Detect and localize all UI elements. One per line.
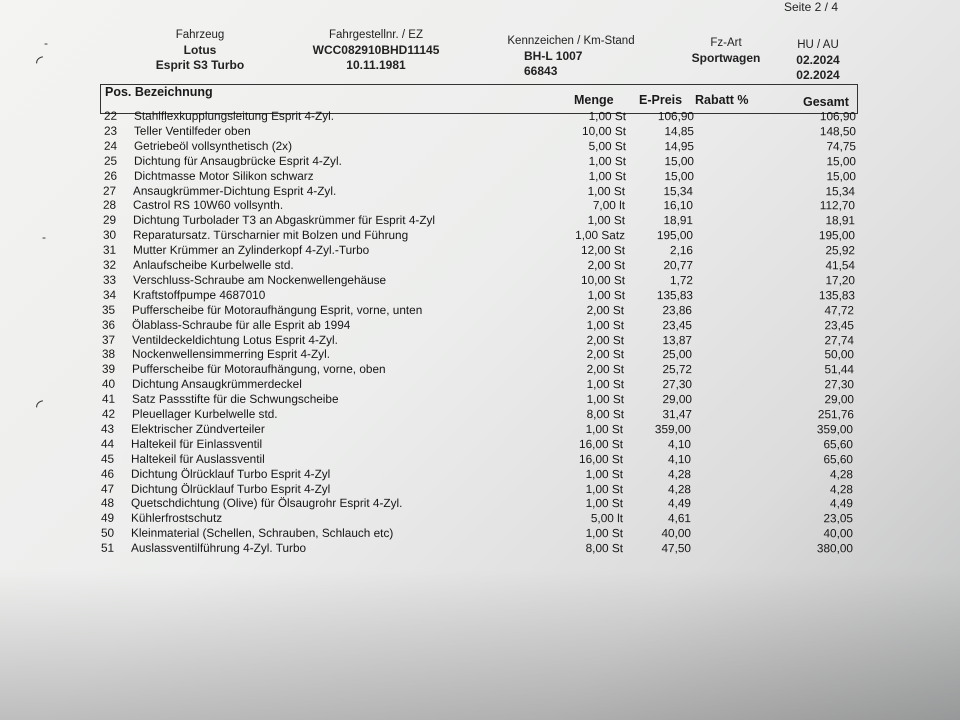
row-quantity: 1,00 St [585, 481, 624, 496]
row-quantity: 7,00 lt [593, 198, 626, 213]
row-total: 29,00 [824, 392, 854, 407]
row-position: 50 [100, 525, 114, 540]
row-total: 15,00 [825, 168, 856, 183]
vin-value: WCC082910BHD11145 [312, 43, 440, 57]
row-total: 106,90 [819, 109, 857, 124]
row-unit-price: 15,00 [663, 168, 694, 183]
row-quantity: 2,00 St [586, 347, 625, 362]
row-total: 4,28 [830, 481, 854, 496]
page-shadow [0, 570, 960, 720]
row-position: 51 [100, 540, 114, 555]
row-unit-price: 359,00 [655, 421, 692, 437]
row-description: Kleinmaterial (Schellen, Schrauben, Schlauch etc) [130, 525, 393, 541]
row-quantity: 1,00 St [587, 183, 626, 198]
row-quantity: 1,00 St [586, 421, 624, 436]
row-description: Pufferscheibe für Motoraufhängung Esprit, vorne, unten [132, 302, 423, 317]
row-total: 18,91 [825, 213, 856, 228]
row-unit-price: 31,47 [662, 407, 692, 422]
row-quantity: 1,00 St [587, 287, 625, 302]
row-description: Ventildeckeldichtung Lotus Esprit 4-Zyl. [132, 332, 339, 347]
row-quantity: 1,00 St [587, 213, 626, 228]
type-block [676, 36, 776, 66]
row-quantity: 1,00 St [586, 392, 624, 407]
row-quantity: 2,00 St [587, 302, 625, 317]
row-total: 15,34 [825, 183, 856, 198]
row-position: 32 [102, 257, 116, 272]
plate-label: Kennzeichen / Km-Stand [507, 35, 635, 47]
row-description: Ölablass-Schraube für alle Esprit ab 1994 [132, 317, 351, 332]
vehicle-make: Lotus [183, 43, 217, 57]
row-unit-price: 23,45 [662, 317, 693, 332]
row-unit-price: 4,28 [668, 466, 692, 481]
row-description: Reparatursatz. Türscharnier mit Bolzen und Führung [133, 227, 409, 243]
row-total: 51,44 [824, 362, 854, 377]
row-unit-price: 4,28 [668, 481, 692, 496]
table-row [104, 153, 864, 168]
row-unit-price: 4,10 [668, 436, 692, 451]
row-unit-price: 23,86 [662, 302, 693, 317]
row-quantity: 2,00 St [586, 332, 625, 347]
header-total: Gesamt [803, 95, 849, 109]
table-row [102, 392, 862, 407]
table-row [101, 437, 861, 452]
table-row [101, 466, 861, 481]
row-position: 23 [103, 123, 118, 138]
row-position: 43 [101, 421, 115, 436]
row-total: 25,92 [825, 243, 855, 258]
row-description: Auslassventilführung 4-Zyl. Turbo [130, 540, 306, 555]
row-quantity: 2,00 St [587, 258, 625, 273]
row-quantity: 1,00 St [588, 109, 627, 124]
row-unit-price: 1,72 [669, 272, 693, 288]
row-total: 148,50 [819, 124, 856, 139]
inspection-block [780, 38, 856, 83]
margin-dash-icon: - [42, 230, 46, 244]
row-position: 38 [102, 347, 116, 362]
table-row [103, 288, 863, 303]
row-unit-price: 18,91 [663, 213, 694, 228]
table-row [102, 407, 862, 422]
margin-mark-icon: ◜ [36, 52, 43, 72]
row-description: Pufferscheibe für Motoraufhängung, vorne, oben [131, 362, 386, 377]
row-position: 29 [103, 213, 117, 228]
row-position: 34 [102, 287, 116, 302]
row-position: 24 [103, 138, 117, 153]
row-quantity: 1,00 Satz [575, 228, 626, 243]
row-total: 65,60 [823, 451, 854, 466]
header-discount: Rabatt % [695, 93, 749, 107]
page-number: Seite 2 / 4 [783, 0, 838, 14]
row-unit-price: 14,85 [664, 123, 694, 139]
row-total: 380,00 [816, 541, 853, 556]
row-position: 33 [102, 272, 116, 287]
row-quantity: 16,00 St [579, 436, 624, 451]
row-position: 41 [101, 391, 115, 406]
row-description: Dichtung Ölrücklauf Turbo Esprit 4-Zyl [130, 481, 331, 496]
row-quantity: 8,00 St [586, 407, 624, 422]
row-total: 195,00 [818, 228, 856, 243]
row-position: 44 [101, 436, 115, 451]
row-total: 47,72 [824, 302, 855, 317]
row-position: 42 [101, 406, 115, 421]
hu-date: 02.2024 [796, 53, 840, 67]
row-position: 46 [101, 466, 115, 481]
header-pos-desc: Pos. Bezeichnung [105, 85, 213, 99]
row-total: 4,49 [829, 496, 853, 511]
row-unit-price: 29,00 [662, 392, 692, 407]
table-row [101, 496, 861, 511]
row-total: 15,00 [826, 153, 856, 168]
row-description: Dichtung für Ansaugbrücke Esprit 4-Zyl. [133, 153, 342, 168]
row-position: 40 [101, 376, 115, 391]
row-description: Ansaugkrümmer-Dichtung Esprit 4-Zyl. [133, 183, 337, 198]
row-position: 35 [102, 302, 116, 317]
row-description: Haltekeil für Einlassventil [131, 436, 263, 451]
plate-value: BH-L 1007 [524, 49, 583, 63]
row-unit-price: 106,90 [657, 109, 695, 124]
row-description: Anlaufscheibe Kurbelwelle std. [132, 257, 294, 272]
row-unit-price: 20,77 [663, 258, 693, 273]
row-total: 251,76 [817, 407, 854, 422]
table-row [101, 451, 861, 466]
row-total: 50,00 [824, 347, 855, 362]
row-position: 25 [103, 153, 117, 168]
table-row [104, 124, 864, 139]
row-total: 74,75 [826, 138, 856, 154]
table-row [102, 362, 862, 377]
type-value: Sportwagen [691, 51, 761, 65]
row-position: 22 [103, 108, 118, 123]
row-unit-price: 25,00 [662, 347, 693, 362]
row-quantity: 1,00 St [588, 168, 626, 183]
row-total: 17,20 [825, 273, 855, 288]
row-quantity: 2,00 St [586, 362, 624, 377]
vehicle-block [140, 28, 260, 73]
table-row [103, 273, 863, 288]
row-quantity: 5,00 lt [590, 511, 623, 526]
row-unit-price: 15,00 [664, 153, 694, 168]
row-unit-price: 40,00 [661, 526, 691, 541]
row-quantity: 5,00 St [588, 138, 626, 153]
hu-au-label: HU / AU [797, 39, 839, 51]
row-description: Nockenwellensimmerring Esprit 4-Zyl. [132, 347, 331, 362]
row-unit-price: 14,95 [664, 138, 694, 153]
table-row [101, 481, 861, 496]
row-total: 23,45 [824, 317, 855, 332]
row-total: 41,54 [825, 258, 855, 273]
row-quantity: 16,00 St [579, 451, 624, 466]
row-position: 36 [102, 317, 116, 332]
row-total: 65,60 [823, 436, 854, 452]
row-total: 27,30 [824, 377, 854, 392]
table-row [102, 302, 862, 317]
row-description: Dichtung Ansaugkrümmerdeckel [131, 376, 302, 392]
table-row [102, 332, 862, 347]
table-row [101, 526, 861, 541]
row-total: 359,00 [817, 422, 854, 437]
row-unit-price: 4,61 [667, 511, 691, 526]
type-label: Fz-Art [710, 37, 742, 49]
row-quantity: 1,00 St [586, 317, 625, 332]
table-row [103, 213, 863, 228]
row-quantity: 1,00 St [585, 466, 624, 481]
margin-dash-icon: - [44, 36, 48, 50]
row-position: 28 [103, 198, 117, 213]
row-position: 37 [102, 332, 116, 347]
row-description: Mutter Krümmer an Zylinderkopf 4-Zyl.-Turbo [132, 242, 370, 258]
row-position: 39 [101, 362, 116, 377]
row-unit-price: 195,00 [656, 228, 694, 243]
vin-label: Fahrgestellnr. / EZ [329, 29, 423, 41]
row-description: Kühlerfrostschutz [130, 511, 222, 526]
table-row [102, 347, 862, 362]
row-description: Quetschdichtung (Olive) für Ölsaugrohr Esprit 4-Zyl. [130, 496, 403, 511]
header-qty: Menge [574, 93, 614, 107]
table-row [102, 317, 862, 332]
row-total: 40,00 [823, 526, 853, 541]
row-unit-price: 47,50 [660, 541, 691, 556]
row-quantity: 10,00 St [580, 272, 625, 287]
table-row [103, 198, 863, 213]
au-date: 02.2024 [796, 68, 840, 82]
table-row [102, 377, 862, 392]
row-unit-price: 4,10 [668, 451, 692, 466]
row-description: Teller Ventilfeder oben [133, 123, 251, 138]
row-quantity: 10,00 St [581, 123, 626, 138]
row-position: 48 [100, 496, 115, 511]
row-total: 112,70 [820, 198, 856, 213]
row-description: Dichtung Turbolader T3 an Abgaskrümmer für Esprit 4-Zyl [133, 213, 436, 228]
row-unit-price: 27,30 [662, 377, 692, 392]
row-quantity: 1,00 St [585, 496, 623, 511]
row-total: 27,74 [824, 332, 855, 347]
table-row [103, 243, 863, 258]
row-quantity: 1,00 St [588, 153, 626, 168]
row-description: Verschluss-Schraube am Nockenwellengehäuse [132, 272, 386, 287]
plate-block [496, 34, 646, 79]
margin-mark-icon: ◜ [36, 396, 43, 416]
vehicle-model: Esprit S3 Turbo [155, 58, 245, 72]
row-description: Haltekeil für Auslassventil [131, 451, 266, 466]
row-position: 26 [103, 168, 117, 183]
row-total: 23,05 [823, 511, 853, 526]
row-unit-price: 4,49 [667, 496, 691, 511]
row-quantity: 8,00 St [585, 541, 623, 556]
row-unit-price: 25,72 [662, 362, 692, 377]
row-quantity: 1,00 St [586, 377, 624, 392]
row-unit-price: 13,87 [662, 332, 693, 347]
row-position: 49 [100, 511, 114, 526]
row-description: Pleuellager Kurbelwelle std. [131, 406, 278, 421]
mileage-value: 66843 [524, 64, 558, 78]
vin-block [296, 28, 456, 73]
row-description: Kraftstoffpumpe 4687010 [132, 287, 265, 302]
table-row [103, 228, 863, 243]
row-position: 45 [101, 451, 115, 466]
vehicle-label: Fahrzeug [175, 29, 225, 41]
row-total: 135,83 [818, 287, 855, 303]
row-position: 31 [102, 242, 117, 257]
row-description: Dichtung Ölrücklauf Turbo Esprit 4-Zyl [131, 466, 331, 481]
table-row [101, 511, 861, 526]
row-position: 27 [103, 183, 117, 198]
row-position: 47 [100, 481, 115, 496]
row-description: Getriebeöl vollsynthetisch (2x) [133, 138, 292, 153]
header-price: E-Preis [639, 93, 683, 107]
table-row [103, 183, 863, 198]
row-description: Elektrischer Zündverteiler [131, 421, 266, 436]
row-total: 4,28 [830, 466, 854, 481]
table-row [104, 139, 864, 154]
first-registration: 10.11.1981 [346, 58, 406, 72]
row-unit-price: 16,10 [663, 198, 694, 213]
table-row [104, 109, 864, 124]
table-row [101, 422, 861, 437]
row-description: Castrol RS 10W60 vollsynth. [133, 198, 284, 213]
row-unit-price: 15,34 [663, 183, 694, 198]
row-description: Dichtmasse Motor Silikon schwarz [133, 168, 314, 183]
row-description: Satz Passstifte für die Schwungscheibe [131, 391, 339, 407]
row-position: 30 [103, 227, 117, 242]
table-row [101, 541, 861, 556]
row-unit-price: 2,16 [669, 243, 693, 258]
row-unit-price: 135,83 [656, 287, 693, 302]
row-quantity: 12,00 St [580, 243, 625, 258]
table-row [103, 258, 863, 273]
row-description: Stahlflexkupplungsleitung Esprit 4-Zyl. [133, 108, 335, 123]
table-row [104, 168, 864, 183]
row-quantity: 1,00 St [585, 526, 623, 541]
